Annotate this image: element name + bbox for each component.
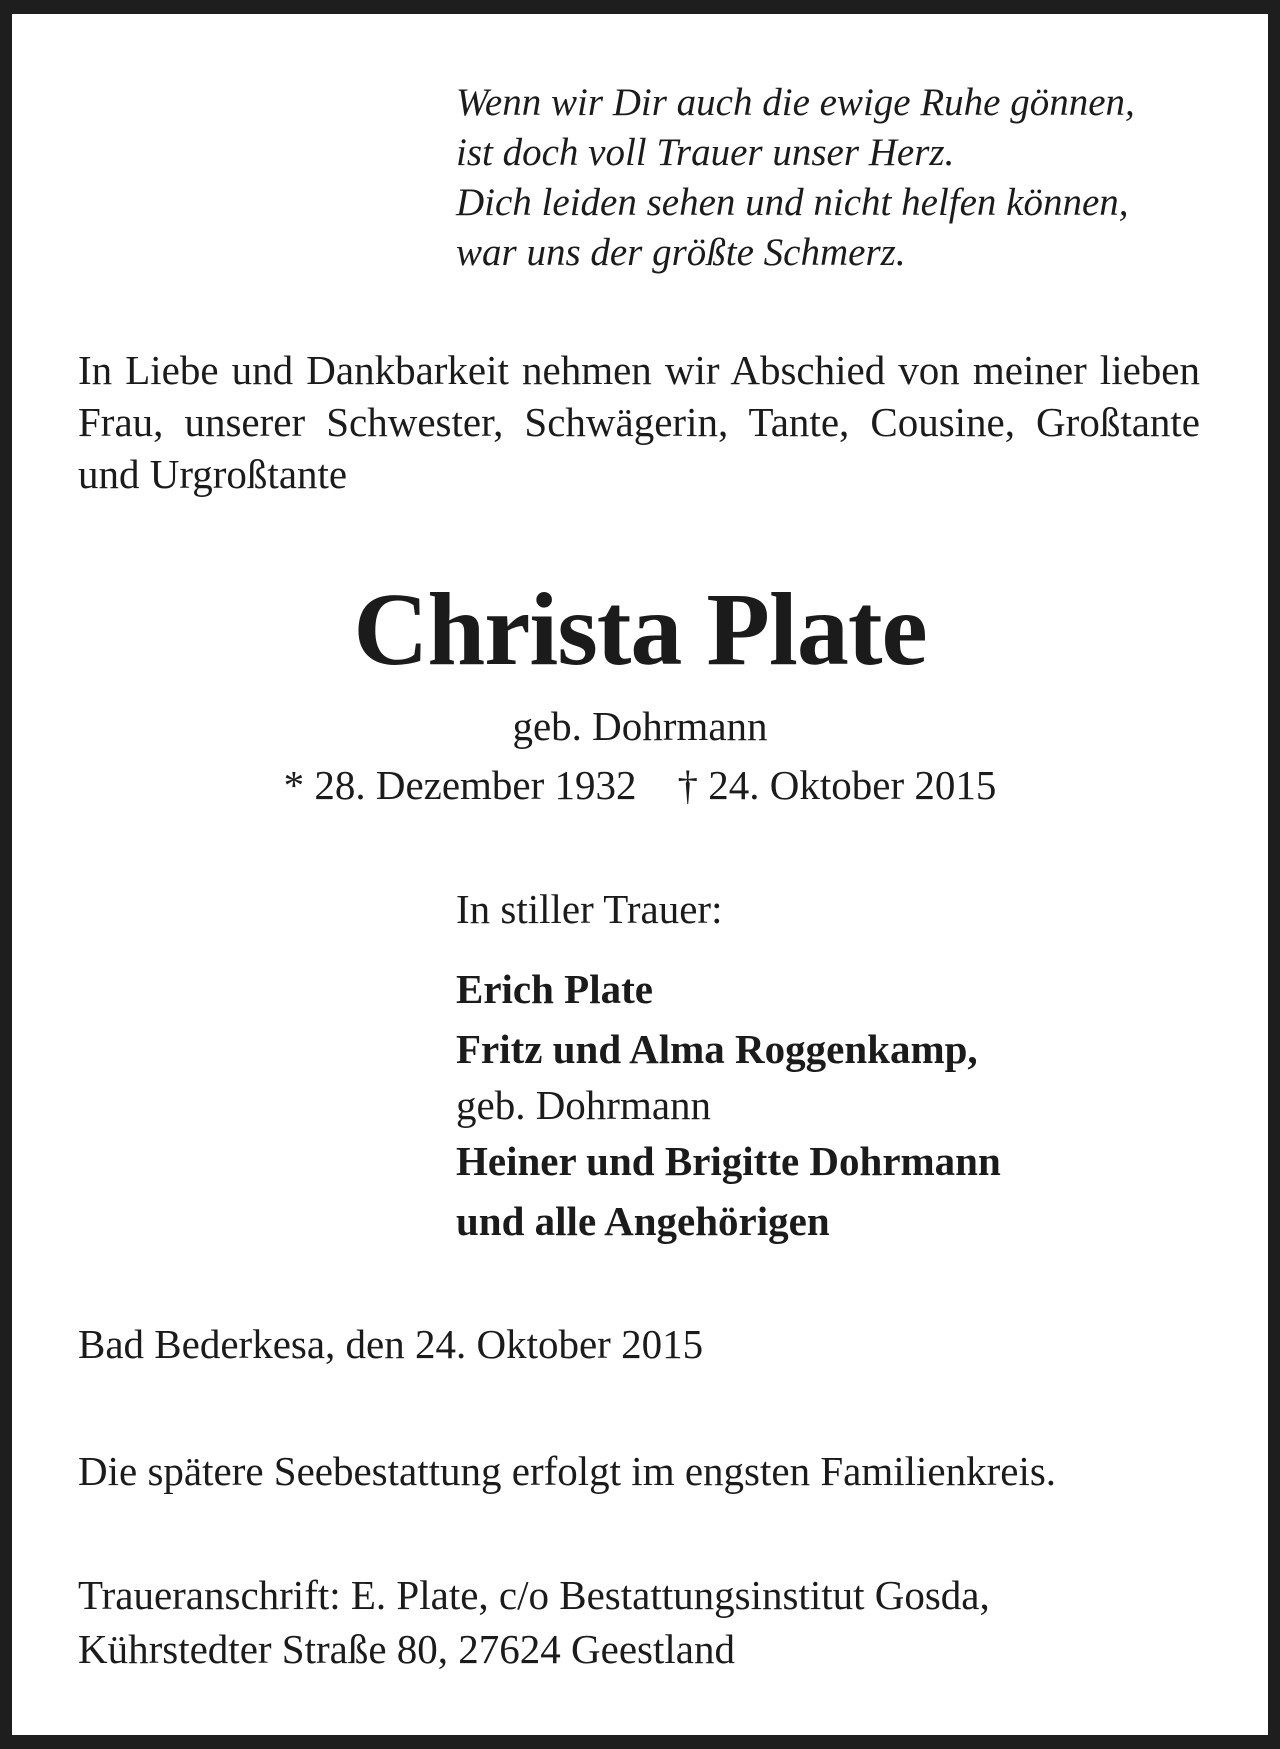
poem-line: ist doch voll Trauer unser Herz.	[456, 131, 955, 174]
mourners-block	[456, 883, 1001, 1251]
birth-date: * 28. Dezember 1932	[283, 762, 637, 808]
poem-line: war uns der größte Schmerz.	[456, 231, 906, 274]
mourner-entry: und alle Angehörigen	[456, 1198, 830, 1244]
life-dates	[0, 759, 1280, 811]
mourners-heading: In stiller Trauer:	[456, 886, 723, 932]
mourner-entry: geb. Dohrmann	[456, 1082, 712, 1128]
poem-line: Wenn wir Dir auch die ewige Ruhe gönnen,	[456, 81, 1135, 124]
memorial-poem	[456, 78, 1135, 278]
poem-line: Dich leiden sehen und nicht helfen können,	[456, 181, 1129, 224]
farewell-intro-text: In Liebe und Dankbarkeit nehmen wir Abschied von meiner lieben Frau, unserer Schwester, Schwägerin, Tante, Cousine, Großtante und Urgroßtante	[78, 347, 1200, 497]
mourner-entry: Erich Plate	[456, 966, 653, 1012]
address-line: Kührstedter Straße 80, 27624 Geestland	[78, 1626, 735, 1672]
death-date: † 24. Oktober 2015	[677, 762, 997, 808]
burial-note: Die spätere Seebestattung erfolgt im engsten Familienkreis.	[78, 1448, 1057, 1494]
deceased-birth-name: geb. Dohrmann	[512, 703, 768, 749]
place-and-date: Bad Bederkesa, den 24. Oktober 2015	[78, 1321, 704, 1367]
mourner-entry: Heiner und Brigitte Dohrmann	[456, 1138, 1001, 1184]
mourning-address	[78, 1568, 990, 1676]
deceased-name: Christa Plate	[353, 572, 927, 687]
mourner-entry: Fritz und Alma Roggenkamp,	[456, 1026, 978, 1072]
address-line: Traueranschrift: E. Plate, c/o Bestattungsinstitut Gosda,	[78, 1572, 990, 1618]
